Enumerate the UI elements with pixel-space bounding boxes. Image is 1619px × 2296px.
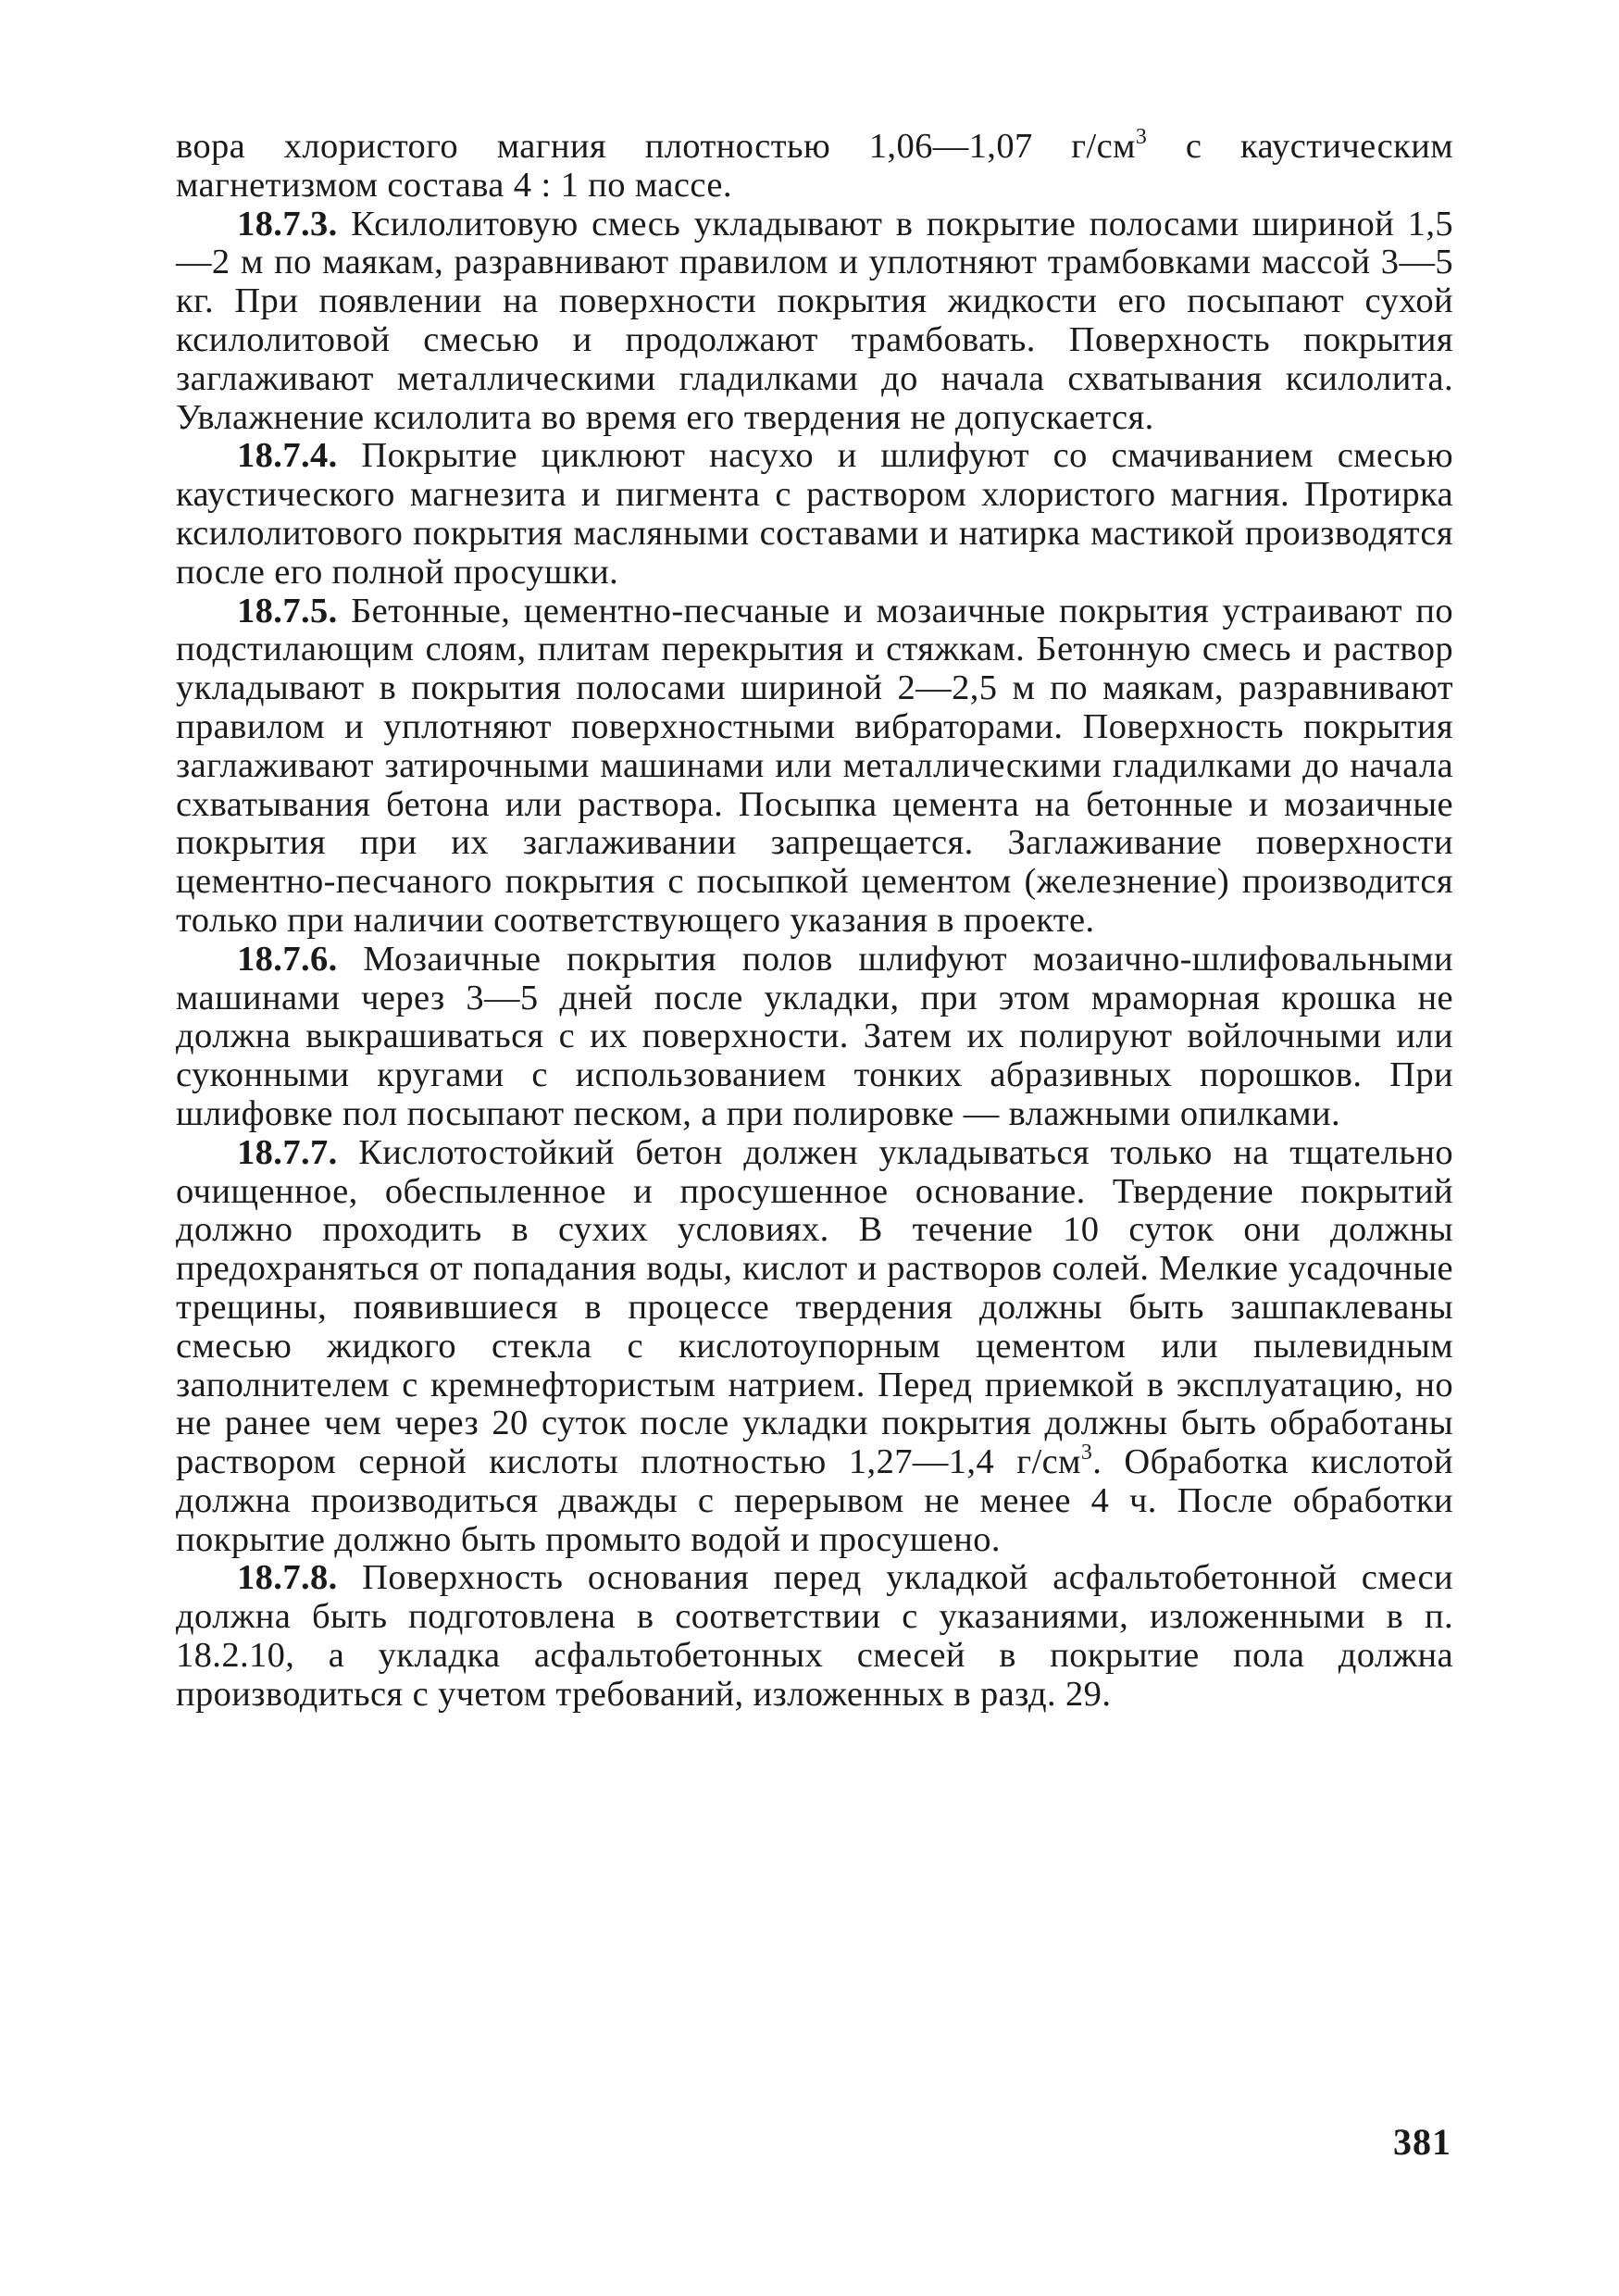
- page-number: 381: [1393, 2121, 1451, 2163]
- paragraph-18-7-4: [176, 437, 1453, 592]
- superscript-3: 3: [1135, 125, 1148, 150]
- section-number: 18.7.8.: [237, 1558, 338, 1598]
- paragraph-text: Покрытие циклюют насухо и шлифуют со смачиванием смесью каустического магнезита и пигмента с раствором хлористого магния. Протирка ксилолитового покрытия масляными составами и натирка мастикой производятся после его полной просушки.: [176, 436, 1453, 592]
- paragraph-18-7-7: [176, 1134, 1453, 1560]
- paragraph-18-7-5: [176, 593, 1453, 941]
- superscript-3: 3: [1080, 1441, 1093, 1466]
- paragraph-text: Мозаичные покрытия полов шлифуют мозаично-шлифовальными машинами через 3—5 дней после укладки, при этом мраморная крошка не должна выкрашиваться с их поверхности. Затем их полируют войлочными или суконными кругами с использованием тонких абразивных порошков. При шлифовке пол посыпают песком, а при полировке — влажными опилками.: [176, 939, 1453, 1133]
- continuation-text: вора хлористого магния плотностью 1,06—1,07 г/см: [176, 127, 1136, 166]
- paragraph-text: Ксилолитовую смесь укладывают в покрытие полосами шириной 1,5—2 м по маякам, разравнивают правилом и уплотняют трамбовками массой 3—5 кг. При появлении на поверхности покрытия жидкости его посыпают сухой ксилолитовой смесью и продолжают трамбовать. Поверхность покрытия заглаживают металлическими гладилками до начала схватывания ксилолита. Увлажнение ксилолита во время его твердения не допускается.: [176, 204, 1453, 437]
- paragraph-18-7-6: [176, 941, 1453, 1134]
- paragraph-text: Бетонные, цементно-песчаные и мозаичные покрытия устраивают по подстилающим слоям, плитам перекрытия и стяжкам. Бетонную смесь и раствор укладывают в покрытия полосами шириной 2—2,5 м по маякам, разравнивают правилом и уплотняют поверхностными вибраторами. Поверхность покрытия заглаживают затирочными машинами или металлическими гладилками до начала схватывания бетона или раствора. Посыпка цемента на бетонные и мозаичные покрытия при их заглаживании запрещается. Заглаживание поверхности цементно-песчаного покрытия с посыпкой цементом (железнение) производится только при наличии соответствующего указания в проекте.: [176, 591, 1453, 940]
- paragraph-18-7-8: [176, 1559, 1453, 1714]
- paragraph-text-end: . Обработка кислотой должна производиться дважды с перерывом не менее 4 ч. После обработки покрытие должно быть промыто водой и просушено.: [176, 1442, 1453, 1559]
- section-number: 18.7.5.: [237, 591, 338, 630]
- paragraph-text: Кислотостойкий бетон должен укладываться только на тщательно очищенное, обеспыленное и просушенное основание. Твердение покрытий должно проходить в сухих условиях. В течение 10 суток они должны предохраняться от попадания воды, кислот и растворов солей. Мелкие усадочные трещины, появившиеся в процессе твердения должны быть зашпаклеваны смесью жидкого стекла с кислотоупорным цементом или пылевидным заполнителем с кремнефтористым натрием. Перед приемкой в эксплуатацию, но не ранее чем через 20 суток после укладки покрытия должны быть обработаны раствором серной кислоты плотностью 1,27—1,4 г/см: [176, 1132, 1453, 1482]
- section-number: 18.7.7.: [237, 1132, 338, 1172]
- paragraph-18-7-3: [176, 206, 1453, 438]
- continuation-text-end: с каустическим магнетизмом состава 4 : 1 по массе.: [176, 127, 1453, 205]
- section-number: 18.7.4.: [237, 436, 338, 476]
- text-column: [176, 125, 1453, 1715]
- continuation-paragraph: [176, 125, 1453, 206]
- section-number: 18.7.3.: [237, 204, 338, 243]
- paragraph-text: Поверхность основания перед укладкой асфальтобетонной смеси должна быть подготовлена в соответствии с указаниями, изложенными в п. 18.2.10, а укладка асфальтобетонных смесей в покрытие пола должна производиться с учетом требований, изложенных в разд. 29.: [176, 1558, 1453, 1714]
- section-number: 18.7.6.: [237, 939, 338, 979]
